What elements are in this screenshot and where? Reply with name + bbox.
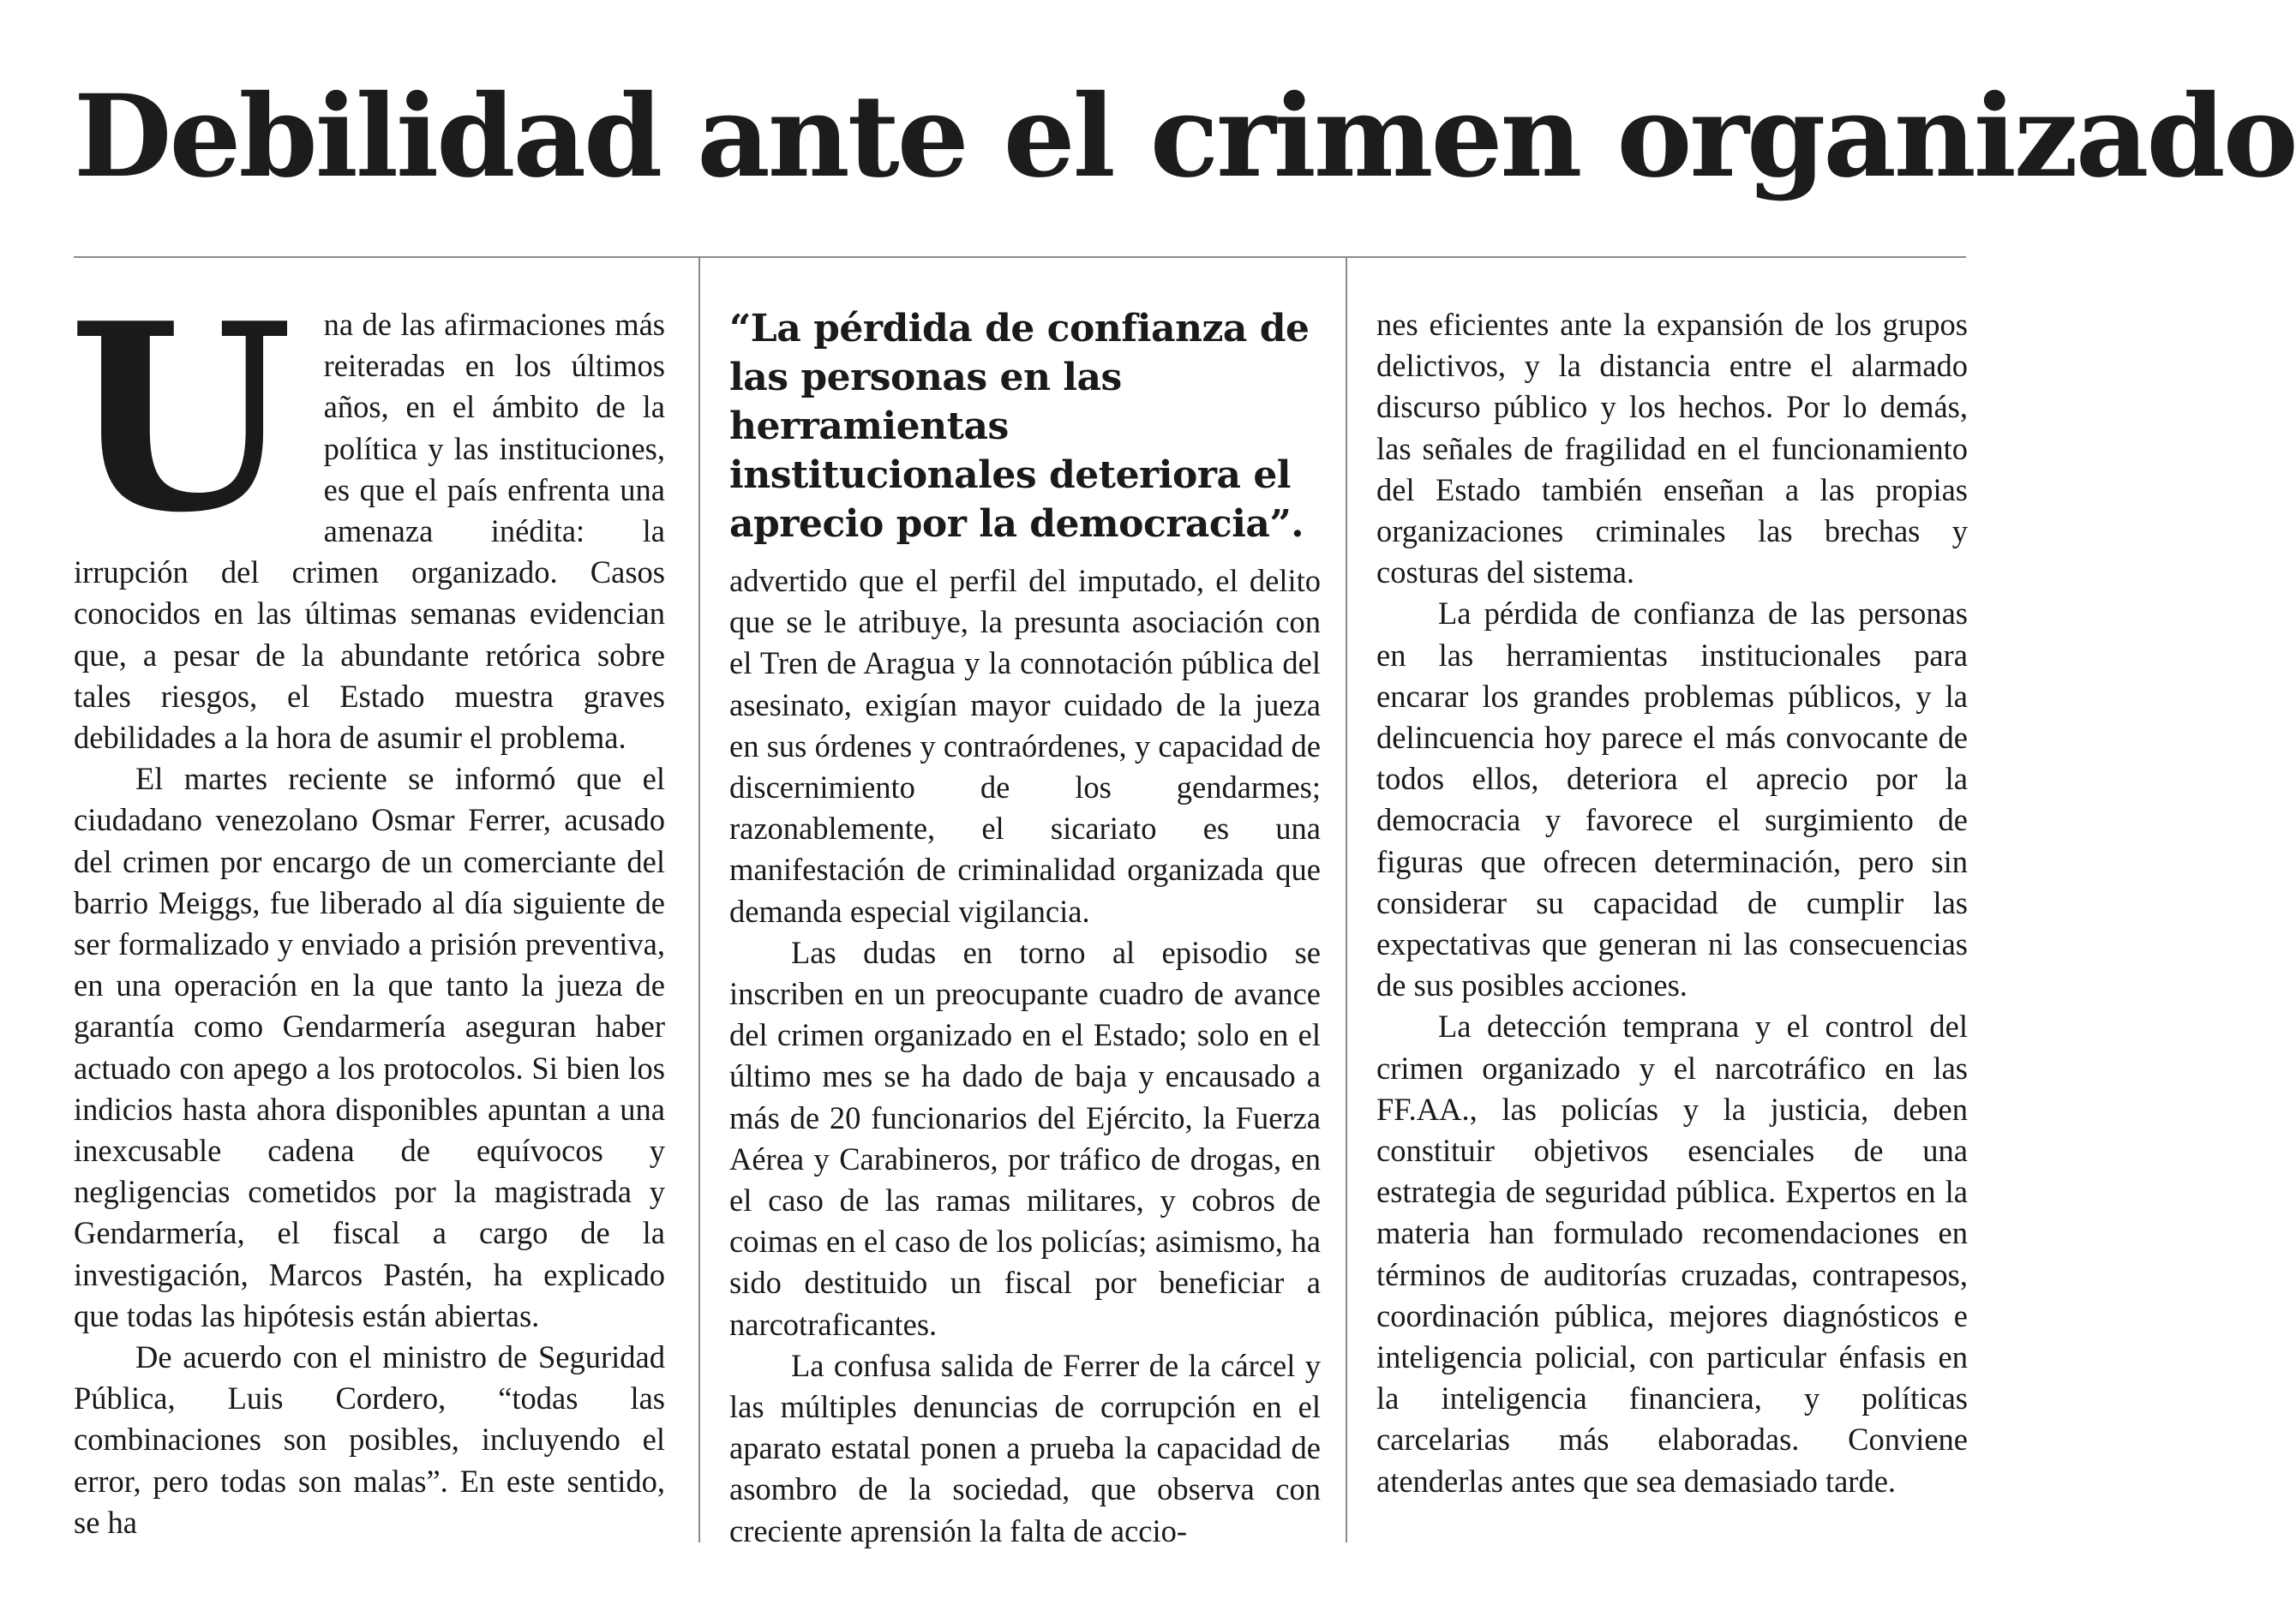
paragraph-8: La pérdida de confianza de las personas en las herramientas institucionales para encarar los grandes problemas públicos, y la delincuencia hoy parece el más convocante de todos ellos, deteriora el aprecio por la democracia y favorece el surgimiento de figuras que ofrecen determinación, pero sin considerar su capacidad de cumplir las expectativas que generan ni las consecuencias de sus posibles acciones. xyxy=(1376,596,1968,1003)
column-divider-1 xyxy=(698,257,700,1542)
pull-quote: “La pérdida de confianza de las personas en las herramientas institucionales deteriora el aprecio por la democracia”. xyxy=(729,307,1310,546)
headline: Debilidad ante el crimen organizado xyxy=(74,70,2296,203)
paragraph-7: nes eficientes ante la expansión de los grupos delictivos, y la distancia entre el alarmado discurso público y los hechos. Por lo demás, las señales de fragilidad en el funcionamiento del Estado también enseñan a las propias organizaciones criminales las brechas y costuras del sistema. xyxy=(1376,307,1968,590)
column-1 xyxy=(69,266,665,1551)
column-divider-2 xyxy=(1346,257,1347,1542)
headline-divider xyxy=(74,256,1966,258)
paragraph-6: La confusa salida de Ferrer de la cárcel y las múltiples denuncias de corrupción en el aparato estatal ponen a prueba la capacidad de asombro de la sociedad, que observa con creciente aprensión la falta de accio- xyxy=(729,1347,1321,1548)
paragraph-5: Las dudas en torno al episodio se inscriben en un preocupante cuadro de avance del crimen organizado en el Estado; solo en el último mes se ha dado de baja y encausado a más de 20 funcionarios del Ejército, la Fuerza Aérea y Carabineros, por tráfico de drogas, en el caso de las ramas militares, y cobros de coimas en el caso de los policías; asimismo, ha sido destituido un fiscal por beneficiar a narcotraficantes. xyxy=(729,934,1321,1342)
paragraph-4: advertido que el perfil del imputado, el delito que se le atribuye, la presunta asociación con el Tren de Aragua y la connotación pública del asesinato, exigían mayor cuidado de la jueza en sus órdenes y contraórdenes, y capacidad de discernimiento de los gendarmes; razonablemente, el sicariato es una manifestación de criminalidad organizada que demanda especial vigilancia. xyxy=(729,563,1321,929)
column-2 xyxy=(729,304,1321,1551)
paragraph-2: El martes reciente se informó que el ciudadano venezolano Osmar Ferrer, acusado del crimen por encargo de un comerciante del barrio Meiggs, fue liberado al día siguiente de ser formalizado y enviado a prisión preventiva, en una operación en la que tanto la jueza de garantía como Gendarmería aseguran haber actuado con apego a los protocolos. Si bien los indicios hasta ahora disponibles apuntan a una inexcusable cadena de equívocos y negligencias cometidos por la magistrada y Gendarmería, el fiscal a cargo de la investigación, Marcos Pastén, ha explicado que todas las hipótesis están abiertas. xyxy=(74,761,665,1333)
paragraph-9: La detección temprana y el control del crimen organizado y el narcotráfico en las FF.AA., las policías y la justicia, deben constituir objetivos esenciales de una estrategia de seguridad pública. Expertos en la materia han formulado recomendaciones en términos de auditorías cruzadas, contrapesos, coordinación pública, mejores diagnósticos e inteligencia policial, con particular énfasis en la inteligencia financiera, y políticas carcelarias más elaboradas. Conviene atenderlas antes que sea demasiado tarde. xyxy=(1376,1009,1968,1499)
drop-cap: U xyxy=(69,266,293,569)
column-3 xyxy=(1376,304,1968,1551)
paragraph-3: De acuerdo con el ministro de Seguridad Pública, Luis Cordero, “todas las combinaciones son posibles, incluyendo el error, pero todas son malas”. En este sentido, se ha xyxy=(74,1339,665,1540)
paragraph-1: na de las afirmaciones más reiteradas en los últimos años, en el ámbito de la política y las instituciones, es que el país enfrenta una amenaza inédita: la irrupción del crimen organizado. Casos conocidos en las últimas semanas evidencian que, a pesar de la abundante retórica sobre tales riesgos, el Estado muestra graves debilidades a la hora de asumir el problema. xyxy=(74,307,665,756)
